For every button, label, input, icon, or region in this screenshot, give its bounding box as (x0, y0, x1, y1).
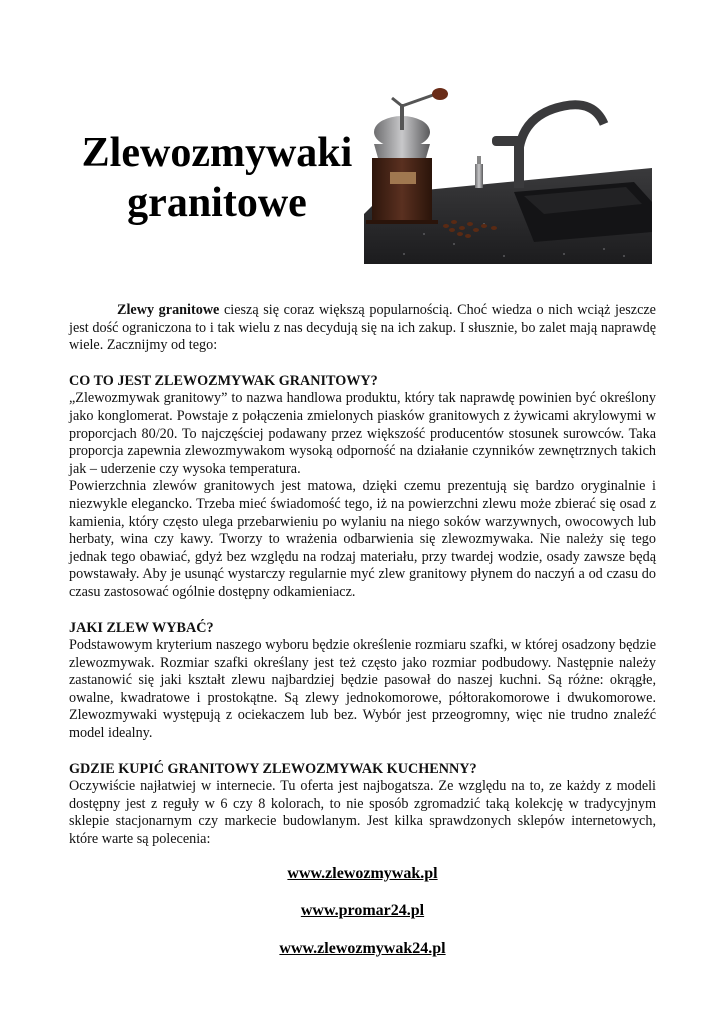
link-promar24[interactable]: www.promar24.pl (300, 902, 425, 920)
section1-paragraph-2: Powierzchnia zlewów granitowych jest matowa, dzięki czemu prezentują się bardzo oryginalnie i niezwykle elegancko. Trzeba mieć świadomość tego, iż na powierzchni zlewu może zbierać się osad z kamienia, który często ulega przebarwieniu po wylaniu na niego soków warzywnych, owocowych lub herbaty, wina czy kawy. Tworzy to wrażenia odbarwienia się zlewozmywaka. Nie należy się tego jednak tego obawiać, gdyż bez względu na rodzaj materiału, przy twardej wodzie, osady zawsze będą powstawały. Aby je usunąć wystarczy regularnie myć zlew granitowy płynem do naczyń a od czasu do czasu zastosować ogólnie dostępny odkamieniacz. (69, 478, 656, 600)
intro-paragraph (69, 302, 656, 355)
page-title (72, 128, 362, 228)
shop-links (69, 865, 656, 958)
section2-paragraph: Podstawowym kryterium naszego wyboru będzie określenie rozmiaru szafki, w której osadzony będzie zlewozmywak. Rozmiar szafki określany jest też często jako rozmiar podbudowy. Następnie należy zastanowić się jaki kształt zlewu najbardziej będzie pasował do naszej kuchni. Są różne: okrągłe, owalne, kwadratowe i prostokątne. Są zlewy jednokomorowe, półtorakomorowe i dwukomorowe. Zlewozmywaki występują z ociekaczem lub bez. Wybór jest przeogromny, więc nie trudno znaleźć model idealny. (69, 637, 656, 742)
section1-heading: CO TO JEST ZLEWOZMYWAK GRANITOWY? (69, 372, 378, 389)
intro-bold: Zlewy granitowe (117, 302, 220, 318)
link-zlewozmywak24[interactable]: www.zlewozmywak24.pl (279, 939, 446, 957)
article-body (69, 302, 656, 977)
title-line-2: granitowe (127, 180, 307, 226)
section3-heading: GDZIE KUPIĆ GRANITOWY ZLEWOZMYWAK KUCHENNY? (69, 760, 477, 777)
section2-heading: JAKI ZLEW WYBAĆ? (69, 619, 214, 636)
section3-paragraph: Oczywiście najłatwiej w internecie. Tu oferta jest najbogatsza. Ze względu na to, ze każdy z modeli dostępny jest z reguły w 6 czy 8 kolorach, to nie sposób zgromadzić taką kolekcję w tradycyjnym sklepie stacjonarnym czy markecie budowlanym. Jest kilka sprawdzonych sklepów internetowych, które warte są polecenia: (69, 778, 656, 848)
sink-photo (364, 84, 652, 264)
intro-text: cieszą się coraz większą popularnością. Choć wiedza o nich wciąż jeszcze jest dość ograniczona to i tak wielu z nas decydują się na ich zakup. I słusznie, bo zalet mają naprawdę wiele. Zacznijmy od tego: (69, 302, 656, 354)
title-line-1: Zlewozmywaki (81, 130, 353, 176)
link-zlewozmywak[interactable]: www.zlewozmywak.pl (287, 864, 438, 882)
section1-paragraph-1: „Zlewozmywak granitowy” to nazwa handlowa produktu, który tak naprawdę powinien być określony jako konglomerat. Powstaje z połączenia zmielonych piasków granitowych z żywicami akrylowymi w proporcjach 80/20. To najczęściej podawany przez większość producentów stosunek surowców. Taka proporcja zapewnia zlewozmywakom wysoką odporność na działanie czynników zewnętrznych takich jak – uderzenie czy wysoka temperatura. (69, 390, 656, 477)
